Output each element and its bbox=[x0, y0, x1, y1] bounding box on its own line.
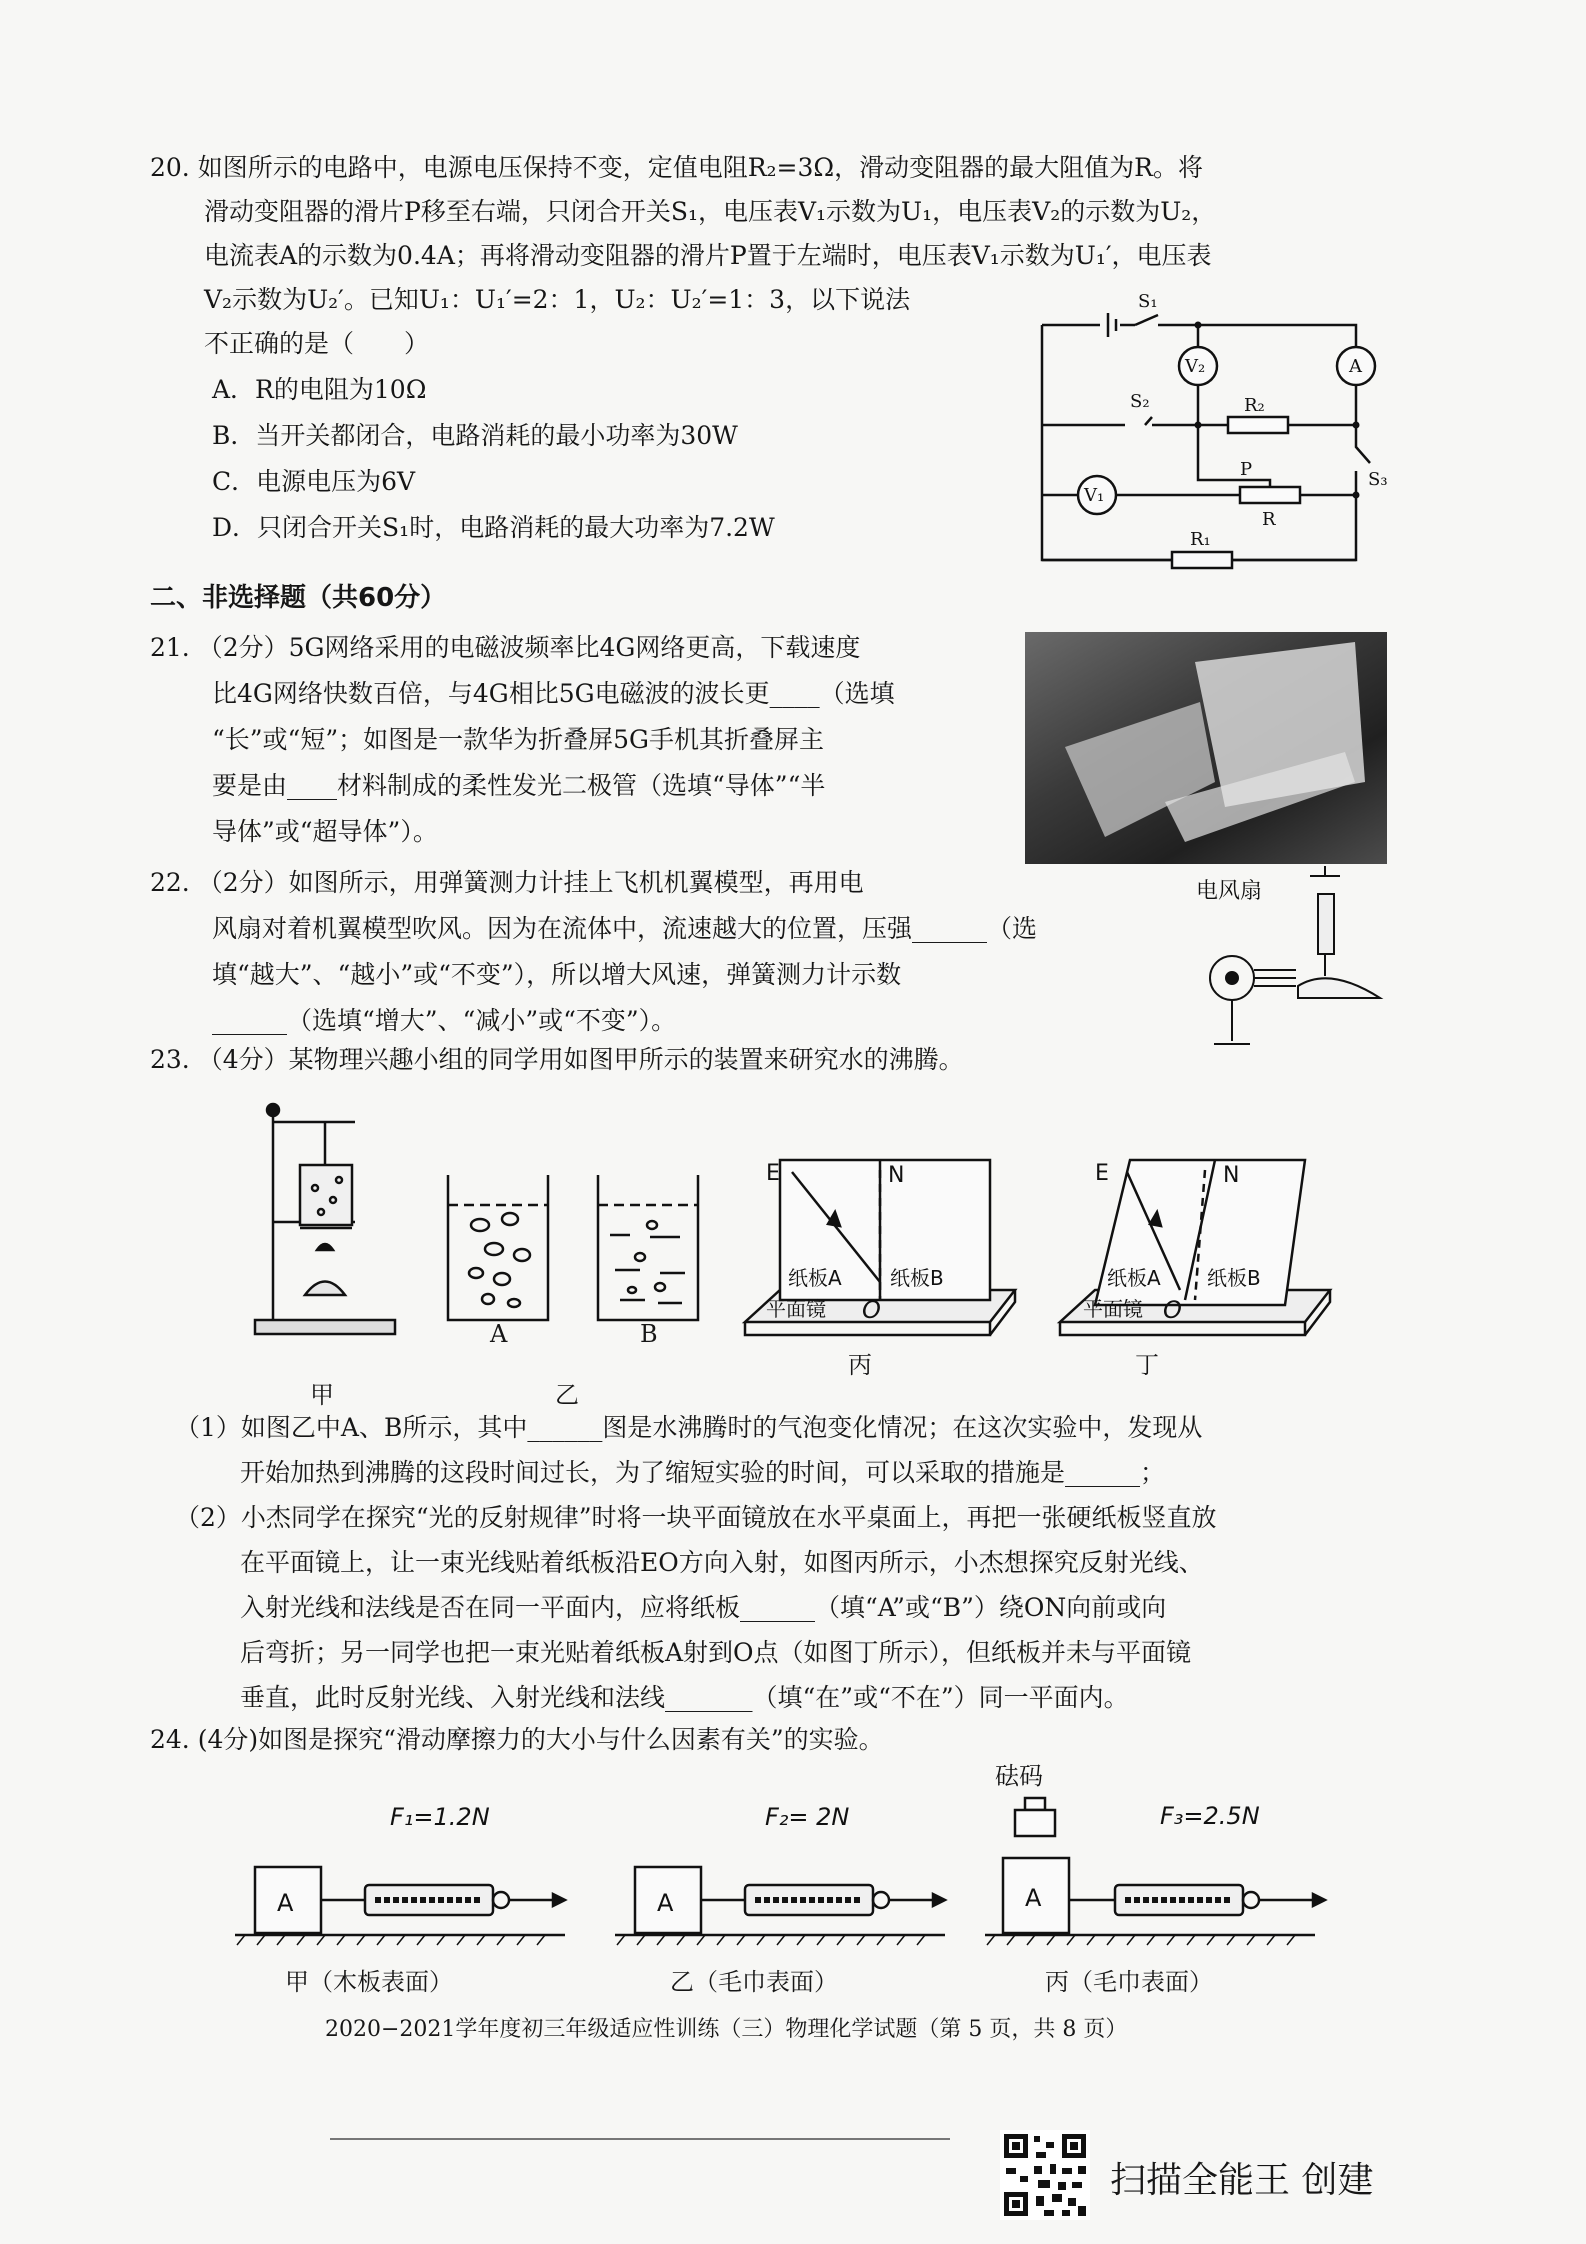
bing-board-b-label: 纸板B bbox=[890, 1266, 944, 1290]
friction-jia-caption: 甲（木板表面） bbox=[285, 1968, 453, 1996]
q20-line-1: 20. 如图所示的电路中，电源电压保持不变，定值电阻R₂=3Ω，滑动变阻器的最大阻值为R。将 bbox=[150, 153, 1203, 182]
section-title: 二、非选择题（共60分） bbox=[150, 583, 447, 613]
bing-mirror-label: 平面镜 bbox=[766, 1297, 826, 1321]
circuit-p-label: P bbox=[1240, 459, 1253, 480]
circuit-r1-label: R₁ bbox=[1190, 529, 1211, 550]
ding-e-label: E bbox=[1095, 1161, 1109, 1186]
block-a-bing: A bbox=[1025, 1884, 1042, 1912]
q23-line-3: （2）小杰同学在探究“光的反射规律”时将一块平面镜放在水平桌面上，再把一张硬纸板竖直放 bbox=[175, 1503, 1217, 1532]
block-a-jia: A bbox=[277, 1889, 294, 1917]
bing-o-label: O bbox=[862, 1296, 881, 1324]
circuit-s3-label: S₃ bbox=[1368, 469, 1388, 490]
q23-line-4: 在平面镜上，让一束光线贴着纸板沿EO方向入射，如图丙所示，小杰想探究反射光线、 bbox=[240, 1548, 1204, 1577]
beaker-a-figure bbox=[440, 1175, 555, 1325]
q21-line-3: “长”或“短”；如图是一款华为折叠屏5G手机其折叠屏主 bbox=[212, 725, 825, 754]
q20-line-4: V₂示数为U₂′。已知U₁：U₁′=2：1，U₂：U₂′=1：3，以下说法 bbox=[204, 285, 911, 314]
friction-yi-figure bbox=[615, 1795, 955, 1955]
q20-option-b: B．当开关都闭合，电路消耗的最小功率为30W bbox=[212, 421, 738, 450]
q21-line-4: 要是由____材料制成的柔性发光二极管（选填“导体”“半 bbox=[212, 771, 826, 800]
q23-intro: 23. （4分）某物理兴趣小组的同学用如图甲所示的装置来研究水的沸腾。 bbox=[150, 1045, 964, 1074]
reflection-bing-figure bbox=[740, 1150, 1020, 1345]
bing-n-label: N bbox=[888, 1163, 905, 1188]
folding-phone-photo bbox=[1025, 632, 1387, 864]
q23-line-5: 入射光线和法线是否在同一平面内，应将纸板______（填“A”或“B”）绕ON向前或向 bbox=[240, 1593, 1167, 1622]
bing-e-label: E bbox=[766, 1161, 780, 1186]
q22-line-2: 风扇对着机翼模型吹风。因为在流体中，流速越大的位置，压强______（选 bbox=[212, 914, 1038, 943]
scanner-watermark: 扫描全能王 创建 bbox=[1110, 2160, 1374, 2201]
q23-line-7: 垂直，此时反射光线、入射光线和法线_______（填“在”或“不在”）同一平面内。 bbox=[240, 1683, 1129, 1712]
q22-line-3: 填“越大”、“越小”或“不变”），所以增大风速，弹簧测力计示数 bbox=[212, 960, 902, 989]
qr-code-icon bbox=[1000, 2130, 1090, 2220]
fan-wing-figure bbox=[1180, 866, 1390, 1056]
q22-line-4: ______（选填“增大”、“减小”或“不变”）。 bbox=[212, 1006, 677, 1035]
q20-option-a: A．R的电阻为10Ω bbox=[212, 375, 427, 404]
beaker-b-figure bbox=[590, 1175, 705, 1325]
boiling-apparatus-figure bbox=[245, 1100, 405, 1350]
circuit-diagram bbox=[1030, 285, 1400, 570]
beaker-a-caption: A bbox=[490, 1320, 508, 1348]
force-f1-label: F₁=1.2N bbox=[390, 1803, 490, 1831]
circuit-a-label: A bbox=[1349, 356, 1362, 377]
friction-bing-caption: 丙（毛巾表面） bbox=[1045, 1968, 1213, 1996]
q21-line-2: 比4G网络快数百倍，与4G相比5G电磁波的波长更____（选填 bbox=[212, 679, 895, 708]
force-f3-label: F₃=2.5N bbox=[1160, 1802, 1260, 1830]
ding-mirror-label: 平面镜 bbox=[1083, 1297, 1143, 1321]
force-f2-label: F₂= 2N bbox=[765, 1803, 850, 1831]
bottom-divider bbox=[330, 2138, 950, 2140]
circuit-s1-label: S₁ bbox=[1138, 291, 1158, 312]
friction-yi-caption: 乙（毛巾表面） bbox=[670, 1968, 838, 1996]
fig-jia-caption: 甲 bbox=[310, 1381, 334, 1409]
beaker-b-caption: B bbox=[640, 1320, 658, 1348]
block-a-yi: A bbox=[657, 1889, 674, 1917]
fig-bing-caption: 丙 bbox=[848, 1351, 872, 1379]
q20-option-c: C．电源电压为6V bbox=[212, 467, 416, 496]
circuit-s2-label: S₂ bbox=[1130, 391, 1150, 412]
q20-line-2: 滑动变阻器的滑片P移至右端，只闭合开关S₁，电压表V₁示数为U₁，电压表V₂的示数为U₂， bbox=[204, 197, 1217, 226]
q22-line-1: 22. （2分）如图所示，用弹簧测力计挂上飞机机翼模型，再用电 bbox=[150, 868, 864, 897]
circuit-v2-label: V₂ bbox=[1185, 356, 1206, 377]
ding-n-label: N bbox=[1223, 1163, 1240, 1188]
q20-option-d: D．只闭合开关S₁时，电路消耗的最大功率为7.2W bbox=[212, 513, 775, 542]
ding-o-label: O bbox=[1163, 1296, 1182, 1324]
fig-ding-caption: 丁 bbox=[1135, 1351, 1159, 1379]
fig-yi-caption: 乙 bbox=[555, 1381, 579, 1409]
q23-line-2: 开始加热到沸腾的这段时间过长，为了缩短实验的时间，可以采取的措施是______； bbox=[240, 1458, 1166, 1487]
page-footer: 2020−2021学年度初三年级适应性训练（三）物理化学试题（第 5 页，共 8 页） bbox=[325, 2017, 1128, 2042]
weight-label: 砝码 bbox=[995, 1762, 1043, 1790]
q24-intro: 24. (4分)如图是探究“滑动摩擦力的大小与什么因素有关”的实验。 bbox=[150, 1725, 884, 1754]
friction-jia-figure bbox=[235, 1795, 575, 1955]
bing-board-a-label: 纸板A bbox=[788, 1266, 842, 1290]
reflection-ding-figure bbox=[1055, 1150, 1335, 1345]
circuit-r-label: R bbox=[1262, 509, 1276, 530]
q23-line-6: 后弯折；另一同学也把一束光贴着纸板A射到O点（如图丁所示），但纸板并未与平面镜 bbox=[240, 1638, 1192, 1667]
ding-board-b-label: 纸板B bbox=[1207, 1266, 1261, 1290]
q21-line-5: 导体”或“超导体”）。 bbox=[212, 817, 438, 846]
circuit-r2-label: R₂ bbox=[1244, 395, 1265, 416]
q21-line-1: 21. （2分）5G网络采用的电磁波频率比4G网络更高，下载速度 bbox=[150, 633, 861, 662]
friction-bing-figure bbox=[985, 1758, 1335, 1955]
circuit-v1-label: V₁ bbox=[1084, 485, 1105, 506]
q20-line-3: 电流表A的示数为0.4A；再将滑动变阻器的滑片P置于左端时，电压表V₁示数为U₁′，电压表 bbox=[204, 241, 1212, 270]
q23-line-1: （1）如图乙中A、B所示，其中______图是水沸腾时的气泡变化情况；在这次实验中，发现从 bbox=[175, 1413, 1203, 1442]
fan-label: 电风扇 bbox=[1196, 879, 1263, 904]
ding-board-a-label: 纸板A bbox=[1107, 1266, 1161, 1290]
q20-line-5: 不正确的是（ ） bbox=[204, 329, 430, 358]
